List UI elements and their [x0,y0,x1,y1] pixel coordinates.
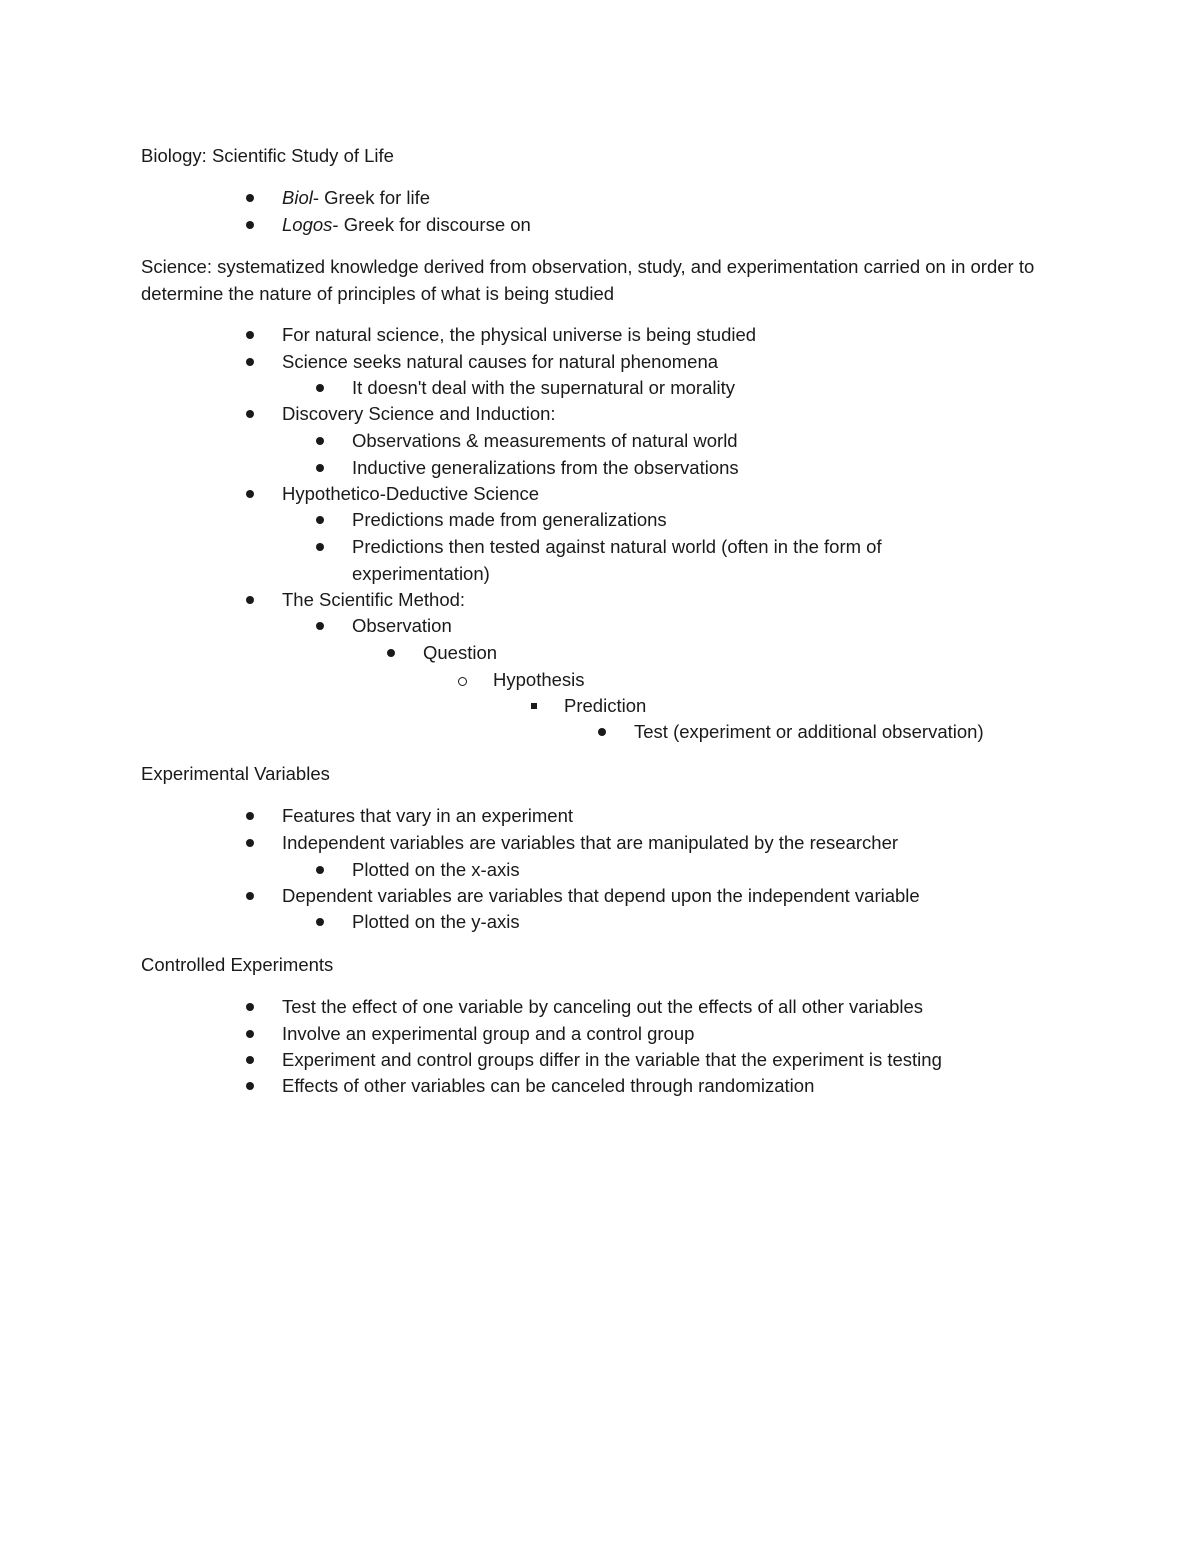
list-item-text: Science seeks natural causes for natural phenomena [282,351,719,372]
bullet-icon [246,358,254,366]
bullet-icon [246,331,254,339]
bullet-icon [246,596,254,604]
list-item-text: Plotted on the x-axis [352,859,520,880]
bullet-icon [316,622,324,630]
list-item-text: For natural science, the physical universe is being studied [282,324,757,345]
list-item-text: Test the effect of one variable by canceling out the effects of all other variables [282,996,924,1017]
list-item-sub [352,428,738,454]
bullet-icon [246,1056,254,1064]
list-item-logos [282,212,531,238]
list-item-text: Question [423,642,498,663]
bullet-icon [246,1082,254,1090]
bullet-icon [316,516,324,524]
science-definition: Science: systematized knowledge derived from observation, study, and experimentation carried on in order to determine the nature of principles of what is being studied [141,256,1035,304]
list-item-sub [564,693,646,719]
list-item-sub [352,909,520,935]
bullet-icon [316,464,324,472]
list-item [282,349,718,375]
square-bullet-icon [531,703,537,709]
section-heading-controlled: Controlled Experiments [141,954,334,975]
bullet-icon [316,384,324,392]
list-item [282,587,465,613]
bullet-icon [387,649,395,657]
list-item-sub [352,375,735,401]
list-item [282,803,573,829]
list-item-text: Inductive generalizations from the observations [352,457,739,478]
bullet-icon [246,221,254,229]
list-item-text: Predictions made from generalizations [352,509,667,530]
list-item-text: Hypothesis [493,669,585,690]
list-item [282,401,556,427]
list-item-text: Independent variables are variables that are manipulated by the researcher [282,832,899,853]
list-item-text: Predictions then tested against natural world (often in the form of experimentation) [352,536,882,584]
term-biol: Biol [282,187,313,208]
list-item-sub [423,640,497,666]
list-item-sub [493,667,585,693]
section-heading-biology: Biology: Scientific Study of Life [141,145,394,166]
list-item-text: Dependent variables are variables that depend upon the independent variable [282,885,920,906]
bullet-icon [316,918,324,926]
bullet-icon [246,892,254,900]
bullet-icon [316,437,324,445]
bullet-icon [246,812,254,820]
bullet-icon [246,410,254,418]
list-item [282,1021,694,1047]
list-item-sub [352,857,520,883]
list-item [282,994,923,1020]
bullet-icon [598,728,606,736]
list-item-text: Test (experiment or additional observation) [634,721,984,742]
list-item-text: Involve an experimental group and a control group [282,1023,695,1044]
list-item-sub [352,455,739,481]
list-item-text: Discovery Science and Induction: [282,403,556,424]
list-item-text: It doesn't deal with the supernatural or morality [352,377,735,398]
list-item-sub [634,719,984,745]
term-logos: Logos [282,214,333,235]
list-item-text: Experiment and control groups differ in the variable that the experiment is testing [282,1049,942,1070]
list-item [282,1047,942,1073]
list-item-sub [352,507,667,533]
list-item-text: Hypothetico-Deductive Science [282,483,540,504]
bullet-icon [316,543,324,551]
term-logos-definition: - Greek for discourse on [332,214,531,235]
bullet-icon [246,1030,254,1038]
list-item-text: Observations & measurements of natural world [352,430,738,451]
term-biol-definition: - Greek for life [312,187,431,208]
list-item-text: Observation [352,615,452,636]
list-item [282,322,756,348]
hollow-bullet-icon [458,677,467,686]
section-heading-variables: Experimental Variables [141,763,330,784]
bullet-icon [246,194,254,202]
list-item [282,1073,814,1099]
list-item-text: Features that vary in an experiment [282,805,574,826]
list-item [282,481,539,507]
list-item-sub [352,613,452,639]
list-item [282,883,920,909]
list-item-text: Effects of other variables can be canceled through randomization [282,1075,815,1096]
list-item [282,830,898,856]
list-item-text: The Scientific Method: [282,589,466,610]
bullet-icon [246,1003,254,1011]
list-item-text: Plotted on the y-axis [352,911,520,932]
bullet-icon [316,866,324,874]
list-item-biol [282,185,430,211]
list-item-text: Prediction [564,695,647,716]
bullet-icon [246,839,254,847]
bullet-icon [246,490,254,498]
